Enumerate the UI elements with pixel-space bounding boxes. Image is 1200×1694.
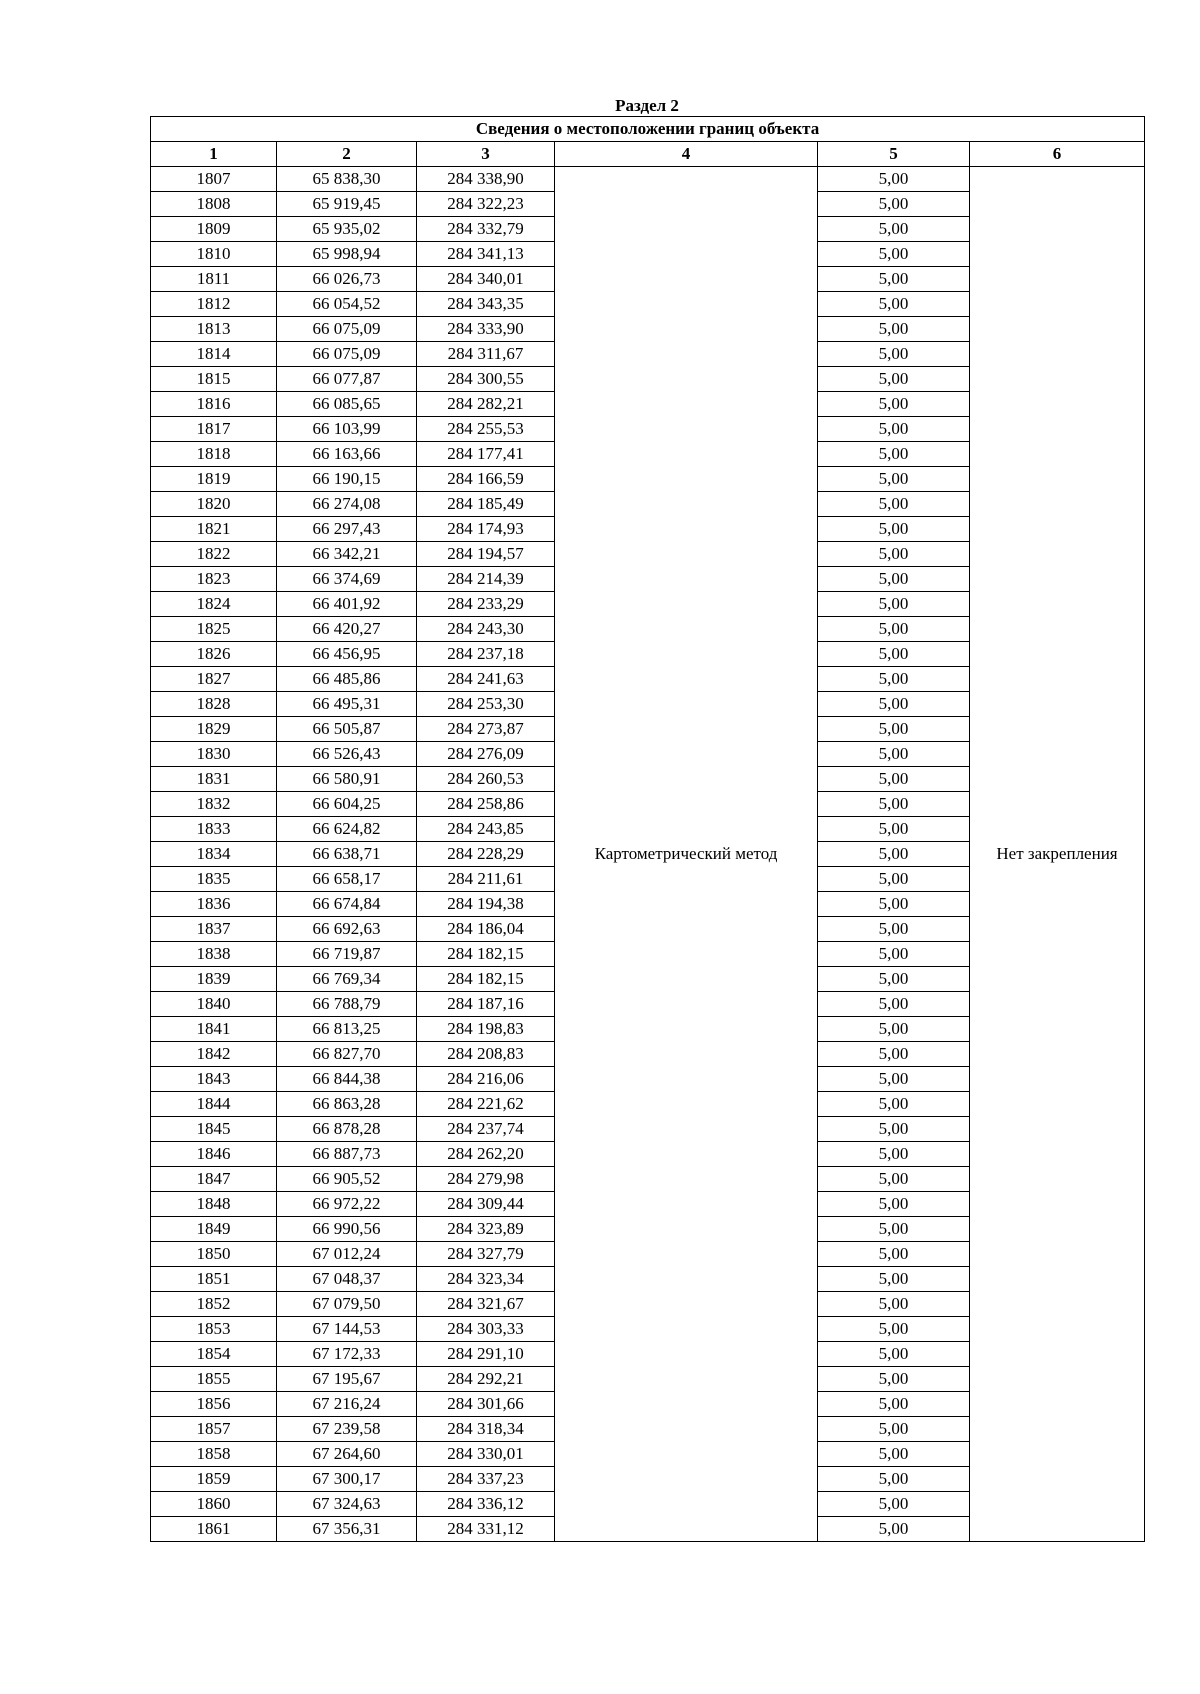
point-number-cell: 1844 bbox=[151, 1092, 277, 1117]
x-coordinate-cell: 66 788,79 bbox=[277, 992, 417, 1017]
table-caption: Сведения о местоположении границ объекта bbox=[151, 117, 1145, 142]
accuracy-cell: 5,00 bbox=[818, 317, 970, 342]
x-coordinate-cell: 66 526,43 bbox=[277, 742, 417, 767]
accuracy-cell: 5,00 bbox=[818, 1392, 970, 1417]
accuracy-cell: 5,00 bbox=[818, 492, 970, 517]
x-coordinate-cell: 66 085,65 bbox=[277, 392, 417, 417]
table-row bbox=[151, 167, 1145, 192]
x-coordinate-cell: 66 026,73 bbox=[277, 267, 417, 292]
y-coordinate-cell: 284 187,16 bbox=[417, 992, 555, 1017]
point-number-cell: 1830 bbox=[151, 742, 277, 767]
x-coordinate-cell: 66 972,22 bbox=[277, 1192, 417, 1217]
point-number-cell: 1826 bbox=[151, 642, 277, 667]
y-coordinate-cell: 284 276,09 bbox=[417, 742, 555, 767]
accuracy-cell: 5,00 bbox=[818, 742, 970, 767]
x-coordinate-cell: 66 769,34 bbox=[277, 967, 417, 992]
x-coordinate-cell: 66 274,08 bbox=[277, 492, 417, 517]
accuracy-cell: 5,00 bbox=[818, 867, 970, 892]
point-number-cell: 1847 bbox=[151, 1167, 277, 1192]
point-number-cell: 1846 bbox=[151, 1142, 277, 1167]
point-number-cell: 1820 bbox=[151, 492, 277, 517]
accuracy-cell: 5,00 bbox=[818, 567, 970, 592]
x-coordinate-cell: 65 935,02 bbox=[277, 217, 417, 242]
document-page bbox=[150, 96, 1144, 1542]
y-coordinate-cell: 284 243,30 bbox=[417, 617, 555, 642]
y-coordinate-cell: 284 237,74 bbox=[417, 1117, 555, 1142]
column-header-3: 3 bbox=[417, 142, 555, 167]
y-coordinate-cell: 284 253,30 bbox=[417, 692, 555, 717]
accuracy-cell: 5,00 bbox=[818, 417, 970, 442]
accuracy-cell: 5,00 bbox=[818, 1342, 970, 1367]
point-number-cell: 1842 bbox=[151, 1042, 277, 1067]
y-coordinate-cell: 284 273,87 bbox=[417, 717, 555, 742]
point-number-cell: 1809 bbox=[151, 217, 277, 242]
y-coordinate-cell: 284 323,34 bbox=[417, 1267, 555, 1292]
y-coordinate-cell: 284 241,63 bbox=[417, 667, 555, 692]
accuracy-cell: 5,00 bbox=[818, 692, 970, 717]
x-coordinate-cell: 66 190,15 bbox=[277, 467, 417, 492]
point-number-cell: 1849 bbox=[151, 1217, 277, 1242]
x-coordinate-cell: 66 163,66 bbox=[277, 442, 417, 467]
y-coordinate-cell: 284 216,06 bbox=[417, 1067, 555, 1092]
point-number-cell: 1829 bbox=[151, 717, 277, 742]
point-number-cell: 1852 bbox=[151, 1292, 277, 1317]
y-coordinate-cell: 284 282,21 bbox=[417, 392, 555, 417]
accuracy-cell: 5,00 bbox=[818, 1042, 970, 1067]
point-number-cell: 1823 bbox=[151, 567, 277, 592]
y-coordinate-cell: 284 311,67 bbox=[417, 342, 555, 367]
table-caption-row bbox=[151, 117, 1145, 142]
point-number-cell: 1811 bbox=[151, 267, 277, 292]
point-number-cell: 1833 bbox=[151, 817, 277, 842]
point-number-cell: 1822 bbox=[151, 542, 277, 567]
y-coordinate-cell: 284 243,85 bbox=[417, 817, 555, 842]
x-coordinate-cell: 66 297,43 bbox=[277, 517, 417, 542]
accuracy-cell: 5,00 bbox=[818, 442, 970, 467]
y-coordinate-cell: 284 260,53 bbox=[417, 767, 555, 792]
x-coordinate-cell: 66 505,87 bbox=[277, 717, 417, 742]
method-cell: Картометрический метод bbox=[555, 167, 818, 1542]
y-coordinate-cell: 284 255,53 bbox=[417, 417, 555, 442]
x-coordinate-cell: 65 919,45 bbox=[277, 192, 417, 217]
accuracy-cell: 5,00 bbox=[818, 367, 970, 392]
x-coordinate-cell: 67 079,50 bbox=[277, 1292, 417, 1317]
accuracy-cell: 5,00 bbox=[818, 542, 970, 567]
accuracy-cell: 5,00 bbox=[818, 1242, 970, 1267]
y-coordinate-cell: 284 211,61 bbox=[417, 867, 555, 892]
accuracy-cell: 5,00 bbox=[818, 1117, 970, 1142]
point-number-cell: 1835 bbox=[151, 867, 277, 892]
accuracy-cell: 5,00 bbox=[818, 192, 970, 217]
y-coordinate-cell: 284 291,10 bbox=[417, 1342, 555, 1367]
x-coordinate-cell: 67 195,67 bbox=[277, 1367, 417, 1392]
x-coordinate-cell: 67 216,24 bbox=[277, 1392, 417, 1417]
y-coordinate-cell: 284 343,35 bbox=[417, 292, 555, 317]
point-number-cell: 1827 bbox=[151, 667, 277, 692]
column-number-row bbox=[151, 142, 1145, 167]
y-coordinate-cell: 284 300,55 bbox=[417, 367, 555, 392]
accuracy-cell: 5,00 bbox=[818, 1417, 970, 1442]
accuracy-cell: 5,00 bbox=[818, 1267, 970, 1292]
y-coordinate-cell: 284 262,20 bbox=[417, 1142, 555, 1167]
x-coordinate-cell: 66 658,17 bbox=[277, 867, 417, 892]
y-coordinate-cell: 284 198,83 bbox=[417, 1017, 555, 1042]
point-number-cell: 1825 bbox=[151, 617, 277, 642]
x-coordinate-cell: 66 580,91 bbox=[277, 767, 417, 792]
y-coordinate-cell: 284 194,38 bbox=[417, 892, 555, 917]
accuracy-cell: 5,00 bbox=[818, 1192, 970, 1217]
accuracy-cell: 5,00 bbox=[818, 1292, 970, 1317]
y-coordinate-cell: 284 182,15 bbox=[417, 967, 555, 992]
accuracy-cell: 5,00 bbox=[818, 967, 970, 992]
x-coordinate-cell: 65 838,30 bbox=[277, 167, 417, 192]
y-coordinate-cell: 284 279,98 bbox=[417, 1167, 555, 1192]
accuracy-cell: 5,00 bbox=[818, 1017, 970, 1042]
point-number-cell: 1841 bbox=[151, 1017, 277, 1042]
x-coordinate-cell: 65 998,94 bbox=[277, 242, 417, 267]
x-coordinate-cell: 66 075,09 bbox=[277, 342, 417, 367]
accuracy-cell: 5,00 bbox=[818, 642, 970, 667]
y-coordinate-cell: 284 185,49 bbox=[417, 492, 555, 517]
y-coordinate-cell: 284 208,83 bbox=[417, 1042, 555, 1067]
point-number-cell: 1813 bbox=[151, 317, 277, 342]
accuracy-cell: 5,00 bbox=[818, 292, 970, 317]
y-coordinate-cell: 284 258,86 bbox=[417, 792, 555, 817]
point-number-cell: 1824 bbox=[151, 592, 277, 617]
x-coordinate-cell: 66 054,52 bbox=[277, 292, 417, 317]
y-coordinate-cell: 284 194,57 bbox=[417, 542, 555, 567]
x-coordinate-cell: 66 485,86 bbox=[277, 667, 417, 692]
accuracy-cell: 5,00 bbox=[818, 917, 970, 942]
table-body bbox=[151, 167, 1145, 1542]
y-coordinate-cell: 284 321,67 bbox=[417, 1292, 555, 1317]
column-header-4: 4 bbox=[555, 142, 818, 167]
accuracy-cell: 5,00 bbox=[818, 1067, 970, 1092]
accuracy-cell: 5,00 bbox=[818, 667, 970, 692]
point-number-cell: 1855 bbox=[151, 1367, 277, 1392]
point-number-cell: 1859 bbox=[151, 1467, 277, 1492]
point-number-cell: 1851 bbox=[151, 1267, 277, 1292]
y-coordinate-cell: 284 214,39 bbox=[417, 567, 555, 592]
point-number-cell: 1861 bbox=[151, 1517, 277, 1542]
x-coordinate-cell: 66 863,28 bbox=[277, 1092, 417, 1117]
accuracy-cell: 5,00 bbox=[818, 217, 970, 242]
x-coordinate-cell: 66 844,38 bbox=[277, 1067, 417, 1092]
x-coordinate-cell: 66 674,84 bbox=[277, 892, 417, 917]
point-number-cell: 1856 bbox=[151, 1392, 277, 1417]
accuracy-cell: 5,00 bbox=[818, 842, 970, 867]
x-coordinate-cell: 66 990,56 bbox=[277, 1217, 417, 1242]
accuracy-cell: 5,00 bbox=[818, 1092, 970, 1117]
point-number-cell: 1836 bbox=[151, 892, 277, 917]
point-number-cell: 1845 bbox=[151, 1117, 277, 1142]
x-coordinate-cell: 67 324,63 bbox=[277, 1492, 417, 1517]
y-coordinate-cell: 284 233,29 bbox=[417, 592, 555, 617]
point-number-cell: 1817 bbox=[151, 417, 277, 442]
column-header-2: 2 bbox=[277, 142, 417, 167]
x-coordinate-cell: 66 077,87 bbox=[277, 367, 417, 392]
accuracy-cell: 5,00 bbox=[818, 267, 970, 292]
boundary-table bbox=[150, 116, 1145, 1542]
accuracy-cell: 5,00 bbox=[818, 242, 970, 267]
y-coordinate-cell: 284 237,18 bbox=[417, 642, 555, 667]
fixation-cell: Нет закрепления bbox=[970, 167, 1145, 1542]
x-coordinate-cell: 66 456,95 bbox=[277, 642, 417, 667]
accuracy-cell: 5,00 bbox=[818, 767, 970, 792]
accuracy-cell: 5,00 bbox=[818, 517, 970, 542]
x-coordinate-cell: 66 342,21 bbox=[277, 542, 417, 567]
point-number-cell: 1808 bbox=[151, 192, 277, 217]
y-coordinate-cell: 284 174,93 bbox=[417, 517, 555, 542]
point-number-cell: 1816 bbox=[151, 392, 277, 417]
x-coordinate-cell: 66 103,99 bbox=[277, 417, 417, 442]
y-coordinate-cell: 284 182,15 bbox=[417, 942, 555, 967]
x-coordinate-cell: 67 239,58 bbox=[277, 1417, 417, 1442]
accuracy-cell: 5,00 bbox=[818, 1492, 970, 1517]
point-number-cell: 1848 bbox=[151, 1192, 277, 1217]
section-title: Раздел 2 bbox=[615, 96, 679, 115]
y-coordinate-cell: 284 327,79 bbox=[417, 1242, 555, 1267]
point-number-cell: 1858 bbox=[151, 1442, 277, 1467]
point-number-cell: 1815 bbox=[151, 367, 277, 392]
x-coordinate-cell: 67 172,33 bbox=[277, 1342, 417, 1367]
x-coordinate-cell: 66 075,09 bbox=[277, 317, 417, 342]
column-header-5: 5 bbox=[818, 142, 970, 167]
accuracy-cell: 5,00 bbox=[818, 1517, 970, 1542]
accuracy-cell: 5,00 bbox=[818, 392, 970, 417]
x-coordinate-cell: 66 692,63 bbox=[277, 917, 417, 942]
accuracy-cell: 5,00 bbox=[818, 817, 970, 842]
x-coordinate-cell: 66 638,71 bbox=[277, 842, 417, 867]
point-number-cell: 1860 bbox=[151, 1492, 277, 1517]
y-coordinate-cell: 284 323,89 bbox=[417, 1217, 555, 1242]
point-number-cell: 1821 bbox=[151, 517, 277, 542]
x-coordinate-cell: 67 012,24 bbox=[277, 1242, 417, 1267]
y-coordinate-cell: 284 292,21 bbox=[417, 1367, 555, 1392]
y-coordinate-cell: 284 322,23 bbox=[417, 192, 555, 217]
point-number-cell: 1810 bbox=[151, 242, 277, 267]
y-coordinate-cell: 284 318,34 bbox=[417, 1417, 555, 1442]
x-coordinate-cell: 66 813,25 bbox=[277, 1017, 417, 1042]
accuracy-cell: 5,00 bbox=[818, 892, 970, 917]
x-coordinate-cell: 66 878,28 bbox=[277, 1117, 417, 1142]
x-coordinate-cell: 66 401,92 bbox=[277, 592, 417, 617]
y-coordinate-cell: 284 228,29 bbox=[417, 842, 555, 867]
accuracy-cell: 5,00 bbox=[818, 1367, 970, 1392]
x-coordinate-cell: 66 624,82 bbox=[277, 817, 417, 842]
point-number-cell: 1854 bbox=[151, 1342, 277, 1367]
column-header-1: 1 bbox=[151, 142, 277, 167]
accuracy-cell: 5,00 bbox=[818, 1467, 970, 1492]
x-coordinate-cell: 66 827,70 bbox=[277, 1042, 417, 1067]
y-coordinate-cell: 284 221,62 bbox=[417, 1092, 555, 1117]
point-number-cell: 1840 bbox=[151, 992, 277, 1017]
y-coordinate-cell: 284 338,90 bbox=[417, 167, 555, 192]
y-coordinate-cell: 284 340,01 bbox=[417, 267, 555, 292]
x-coordinate-cell: 67 048,37 bbox=[277, 1267, 417, 1292]
accuracy-cell: 5,00 bbox=[818, 1142, 970, 1167]
x-coordinate-cell: 66 887,73 bbox=[277, 1142, 417, 1167]
point-number-cell: 1832 bbox=[151, 792, 277, 817]
point-number-cell: 1812 bbox=[151, 292, 277, 317]
x-coordinate-cell: 67 356,31 bbox=[277, 1517, 417, 1542]
y-coordinate-cell: 284 186,04 bbox=[417, 917, 555, 942]
x-coordinate-cell: 66 719,87 bbox=[277, 942, 417, 967]
point-number-cell: 1839 bbox=[151, 967, 277, 992]
y-coordinate-cell: 284 177,41 bbox=[417, 442, 555, 467]
point-number-cell: 1857 bbox=[151, 1417, 277, 1442]
accuracy-cell: 5,00 bbox=[818, 1317, 970, 1342]
point-number-cell: 1850 bbox=[151, 1242, 277, 1267]
accuracy-cell: 5,00 bbox=[818, 167, 970, 192]
y-coordinate-cell: 284 336,12 bbox=[417, 1492, 555, 1517]
point-number-cell: 1819 bbox=[151, 467, 277, 492]
x-coordinate-cell: 67 264,60 bbox=[277, 1442, 417, 1467]
point-number-cell: 1814 bbox=[151, 342, 277, 367]
point-number-cell: 1831 bbox=[151, 767, 277, 792]
point-number-cell: 1807 bbox=[151, 167, 277, 192]
x-coordinate-cell: 66 420,27 bbox=[277, 617, 417, 642]
accuracy-cell: 5,00 bbox=[818, 1167, 970, 1192]
x-coordinate-cell: 66 495,31 bbox=[277, 692, 417, 717]
accuracy-cell: 5,00 bbox=[818, 1217, 970, 1242]
accuracy-cell: 5,00 bbox=[818, 592, 970, 617]
accuracy-cell: 5,00 bbox=[818, 717, 970, 742]
y-coordinate-cell: 284 166,59 bbox=[417, 467, 555, 492]
x-coordinate-cell: 66 604,25 bbox=[277, 792, 417, 817]
accuracy-cell: 5,00 bbox=[818, 1442, 970, 1467]
x-coordinate-cell: 67 300,17 bbox=[277, 1467, 417, 1492]
y-coordinate-cell: 284 333,90 bbox=[417, 317, 555, 342]
y-coordinate-cell: 284 330,01 bbox=[417, 1442, 555, 1467]
accuracy-cell: 5,00 bbox=[818, 342, 970, 367]
point-number-cell: 1837 bbox=[151, 917, 277, 942]
y-coordinate-cell: 284 332,79 bbox=[417, 217, 555, 242]
accuracy-cell: 5,00 bbox=[818, 992, 970, 1017]
x-coordinate-cell: 67 144,53 bbox=[277, 1317, 417, 1342]
y-coordinate-cell: 284 303,33 bbox=[417, 1317, 555, 1342]
y-coordinate-cell: 284 331,12 bbox=[417, 1517, 555, 1542]
y-coordinate-cell: 284 301,66 bbox=[417, 1392, 555, 1417]
y-coordinate-cell: 284 341,13 bbox=[417, 242, 555, 267]
point-number-cell: 1828 bbox=[151, 692, 277, 717]
point-number-cell: 1838 bbox=[151, 942, 277, 967]
point-number-cell: 1834 bbox=[151, 842, 277, 867]
accuracy-cell: 5,00 bbox=[818, 942, 970, 967]
y-coordinate-cell: 284 309,44 bbox=[417, 1192, 555, 1217]
accuracy-cell: 5,00 bbox=[818, 467, 970, 492]
column-header-6: 6 bbox=[970, 142, 1145, 167]
x-coordinate-cell: 66 374,69 bbox=[277, 567, 417, 592]
y-coordinate-cell: 284 337,23 bbox=[417, 1467, 555, 1492]
point-number-cell: 1843 bbox=[151, 1067, 277, 1092]
point-number-cell: 1853 bbox=[151, 1317, 277, 1342]
x-coordinate-cell: 66 905,52 bbox=[277, 1167, 417, 1192]
point-number-cell: 1818 bbox=[151, 442, 277, 467]
accuracy-cell: 5,00 bbox=[818, 792, 970, 817]
accuracy-cell: 5,00 bbox=[818, 617, 970, 642]
